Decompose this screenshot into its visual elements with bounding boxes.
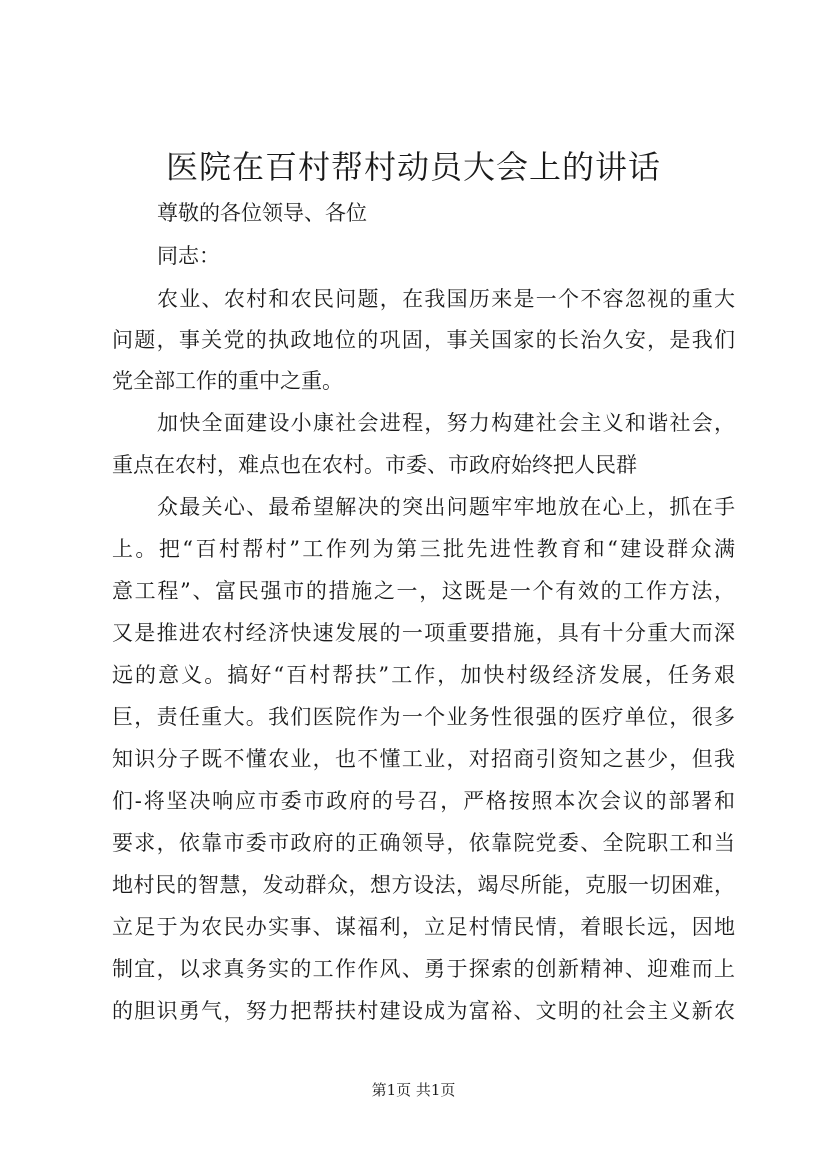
paragraph-3-line-1: 众最关心、最希望解决的突出问题牢牢地放在心上，抓在手 [157, 495, 735, 519]
paragraph-2-line-2: 重点在农村，难点也在农村。市委、市政府始终把人民群 [112, 453, 637, 477]
paragraph-3-line-13: 的胆识勇气，努力把帮扶村建设成为富裕、文明的社会主义新农 [112, 999, 735, 1023]
paragraph-3-line-2: 上。把“百村帮村”工作列为第三批先进性教育和“建设群众满 [112, 537, 735, 561]
paragraph-3-line-11: 立足于为农民办实事、谋福利，立足村情民情，着眼长远，因地 [112, 915, 735, 939]
paragraph-3-line-8: 们-将坚决响应市委市政府的号召，严格按照本次会议的部署和 [112, 789, 735, 813]
paragraph-3-line-5: 远的意义。搞好“百村帮扶”工作，加快村级经济发展，任务艰 [112, 663, 735, 687]
paragraph-3-line-7: 知识分子既不懂农业，也不懂工业，对招商引资知之甚少，但我 [112, 747, 735, 771]
paragraph-2-line-1: 加快全面建设小康社会进程，努力构建社会主义和谐社会， [157, 411, 735, 435]
paragraph-3-line-10: 地村民的智慧，发动群众，想方设法，竭尽所能，克服一切困难， [112, 873, 735, 897]
paragraph-1-line-3: 党全部工作的重中之重。 [112, 369, 343, 393]
paragraph-3-line-4: 又是推进农村经济快速发展的一项重要措施，具有十分重大而深 [112, 621, 735, 645]
paragraph-3-line-3: 意工程”、富民强市的措施之一，这既是一个有效的工作方法， [112, 579, 735, 603]
page-footer: 第1页 共1页 [371, 1081, 456, 1099]
paragraph-3-line-6: 巨，责任重大。我们医院作为一个业务性很强的医疗单位，很多 [112, 705, 735, 729]
paragraph-1-line-1: 农业、农村和农民问题，在我国历来是一个不容忽视的重大 [157, 287, 735, 311]
paragraph-3-line-9: 要求，依靠市委市政府的正确领导，依靠院党委、全院职工和当 [112, 831, 735, 855]
document-title: 医院在百村帮村动员大会上的讲话 [165, 148, 661, 186]
paragraph-1-line-2: 问题，事关党的执政地位的巩固，事关国家的长治久安，是我们 [112, 328, 735, 352]
salutation-line-2: 同志： [157, 244, 220, 268]
salutation-line-1: 尊敬的各位领导、各位 [157, 201, 367, 225]
paragraph-3-line-12: 制宜，以求真务实的工作作风、勇于探索的创新精神、迎难而上 [112, 957, 735, 981]
